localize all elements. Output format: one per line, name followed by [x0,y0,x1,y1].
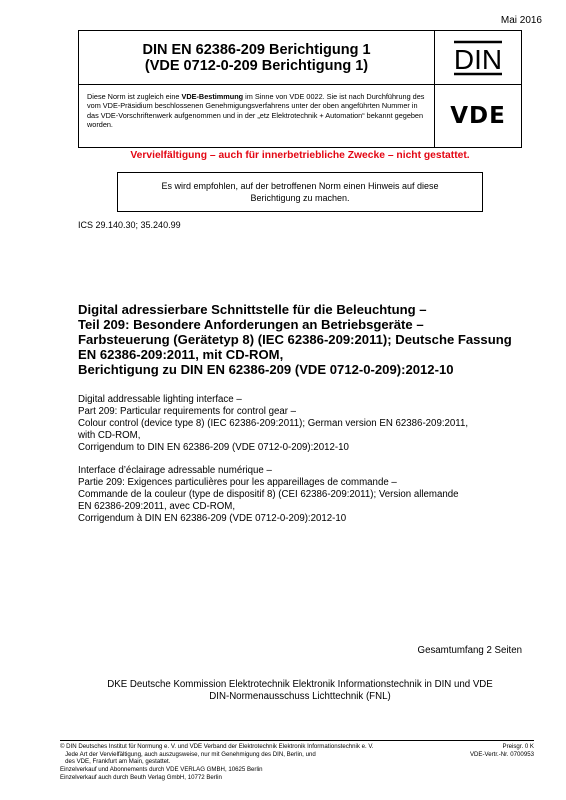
title-de-line: Digital adressierbare Schnittstelle für die Beleuchtung – [78,302,427,317]
committee-line: DKE Deutsche Kommission Elektrotechnik Elektronik Informationstechnik in DIN und VDE [107,679,493,690]
copy-restriction-warning: Vervielfältigung – auch für innerbetriebliche Zwecke – nicht gestattet. [130,150,470,161]
note-text-bold: VDE-Bestimmung [181,92,244,101]
price-group: Preisgr. 0 K [502,743,534,750]
footer-line: © DIN Deutsches Institut für Normung e. V. und VDE Verband der Elektrotechnik Elektronik Informationstechnik e. V. [60,743,374,750]
standard-number: DIN EN 62386-209 Berichtigung 1 [142,41,371,58]
title-en-line: Colour control (device type 8) (IEC 62386-209:2011); German version EN 62386-209:2011, [78,418,469,430]
title-fr-line: EN 62386-209:2011, avec CD-ROM, [78,501,236,513]
footer-line: Einzelverkauf und Abonnements durch VDE VERLAG GMBH, 10625 Berlin [60,766,263,774]
title-en-line: Corrigendum to DIN EN 62386-209 (VDE 0712-0-209):2012-10 [78,442,349,454]
footer-line: des VDE, Frankfurt am Main, gestattet. [60,758,171,766]
title-de-line: Teil 209: Besondere Anforderungen an Betriebsgeräte – [78,317,424,333]
din-logo-cell [435,31,521,85]
title-de-line: Berichtigung zu DIN EN 62386-209 (VDE 0712-0-209):2012-10 [78,362,454,378]
vde-classification: (VDE 0712-0-209 Berichtigung 1) [144,57,369,74]
title-en-line: Part 209: Particular requirements for control gear – [78,406,297,418]
title-fr-line: Interface d’éclairage adressable numérique – [78,465,272,476]
footer-divider [60,740,534,741]
standard-title-cell [79,31,435,85]
page-count: Gesamtumfang 2 Seiten [417,645,522,656]
footer-line: Einzelverkauf auch durch Beuth Verlag GmbH, 10772 Berlin [60,773,222,781]
vde-regulation-note [79,85,435,147]
price-info [470,743,534,758]
title-de-line: EN 62386-209:2011, mit CD-ROM, [78,347,284,363]
title-fr-line: Partie 209: Exigences particulières pour les appareillages de commande – [78,477,397,489]
vde-logo-cell [435,85,521,147]
recommendation-text: Es wird empfohlen, auf der betroffenen Norm einen Hinweis auf diese Berichtigung zu machen. [161,181,439,203]
title-fr-line: Commande de la couleur (type de dispositif 8) (CEI 62386-209:2011); Version allemande [78,489,459,501]
committee-info [78,679,522,703]
title-en-line: with CD-ROM, [78,430,141,442]
title-german [78,302,523,377]
committee-line: DIN-Normenausschuss Lichttechnik (FNL) [209,691,391,703]
note-text-end: im Sinne von VDE 0022. Sie ist nach Durchführung des vom VDE-Präsidium beschlossenen Genehmigungsverfahrens unter der oben angeführten Nummer in das VDE-Vorschriftenwerk aufgenommen und in der „etz Elektrotechnik + Automation“ bekannt gegeben worden. [87,92,425,129]
title-french [78,465,523,525]
footer-line: Jede Art der Vervielfältigung, auch auszugsweise, nur mit Genehmigung des DIN, Berlin, und [60,750,316,758]
title-de-line: Farbsteuerung (Gerätetyp 8) (IEC 62386-209:2011); Deutsche Fassung [78,332,512,348]
title-fr-line: Corrigendum à DIN EN 62386-209 (VDE 0712-0-209):2012-10 [78,513,347,525]
distribution-number: VDE-Vertr.-Nr. 0700953 [469,750,534,758]
recommendation-box [117,172,483,212]
din-logo [450,39,506,77]
note-text-start: Diese Norm ist zugleich eine [87,92,182,101]
title-english [78,394,523,454]
ics-codes: ICS 29.140.30; 35.240.99 [78,220,181,230]
copyright-footer [60,743,420,782]
title-en-line: Digital addressable lighting interface – [78,394,242,405]
din-logo-text: DIN [453,43,503,75]
publication-date: Mai 2016 [500,15,542,26]
header-frame [78,30,522,148]
vde-logo: VDE [450,103,506,129]
